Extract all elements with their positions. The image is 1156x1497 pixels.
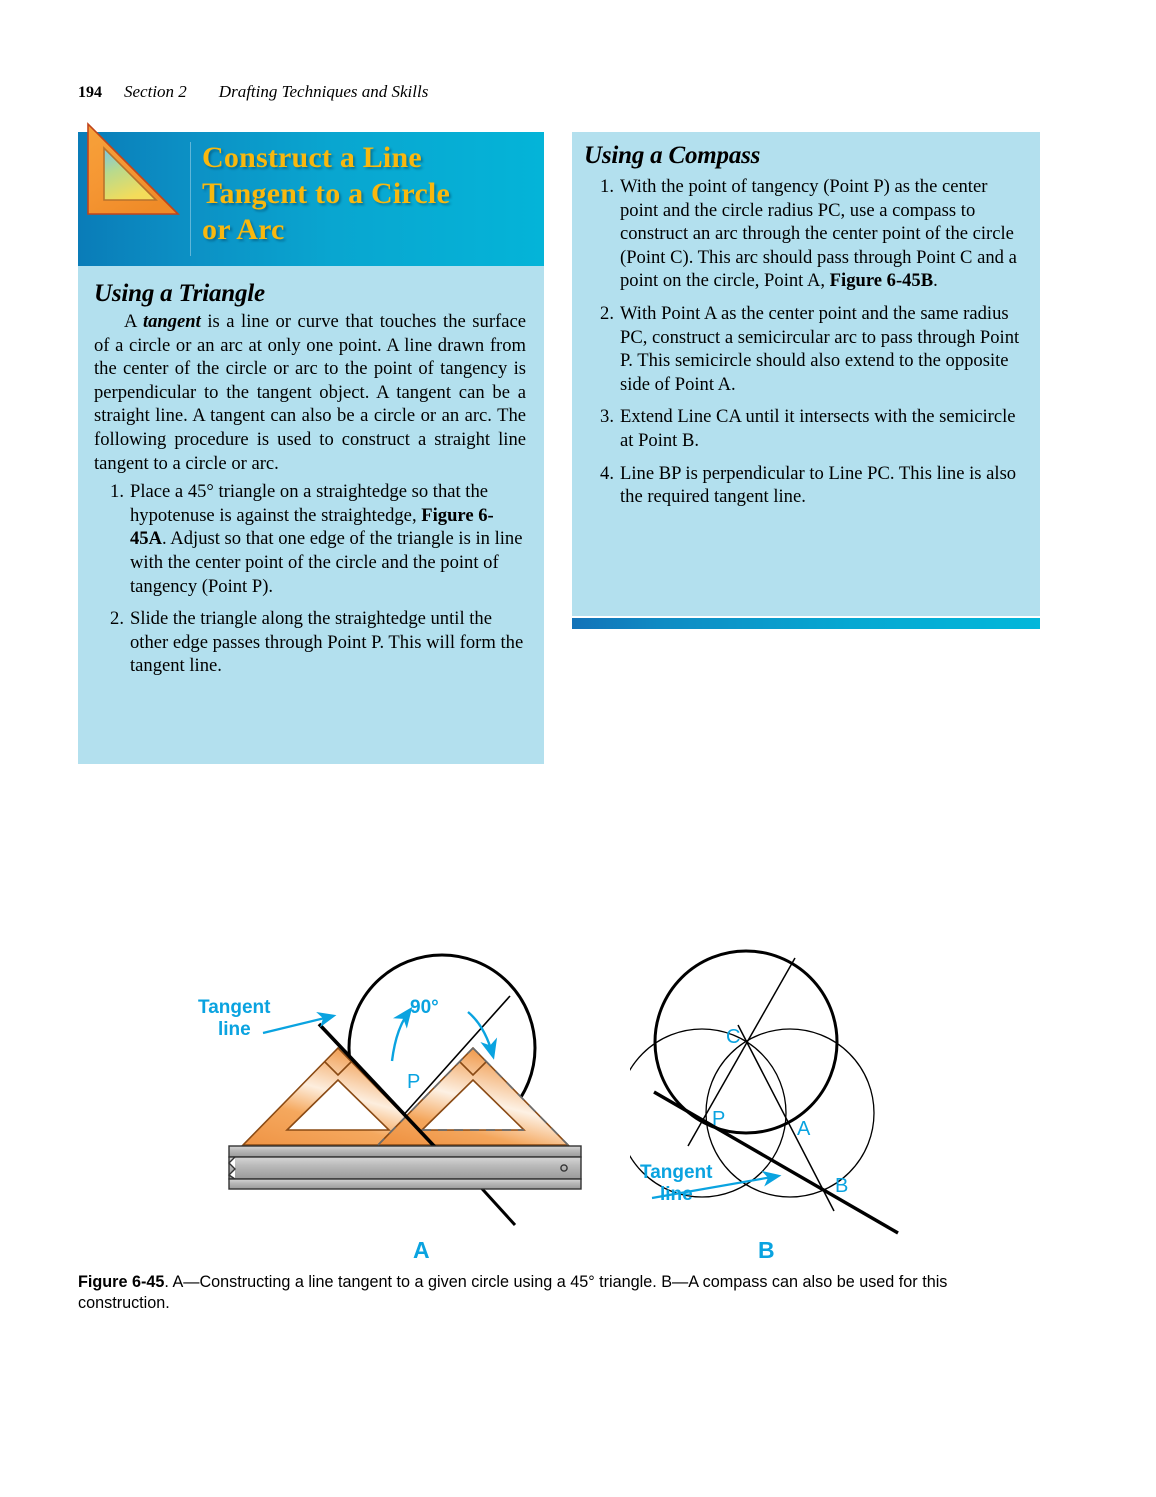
figure-area — [0, 900, 1156, 1263]
caption-text: . A—Constructing a line tangent to a given circle using a 45° triangle. B—A compass can also be used for this construction. — [78, 1273, 948, 1312]
step-text-part1: Line BP is perpendicular to Line PC. This line is also the required tangent line. — [620, 462, 1017, 508]
figure-a-illustration — [185, 930, 655, 1260]
feature-title — [202, 140, 532, 248]
step-text-part1: With Point A as the center point and the same radius PC, construct a semicircular arc to pass through Point P. This semicircle should also extend to the opposite side of Point A. — [620, 302, 1020, 395]
figure-a-label: A — [413, 1237, 430, 1263]
tangent-callout-line2-b: line — [660, 1184, 693, 1205]
feature-title-line-1: Construct a Line — [202, 141, 422, 174]
using-a-compass-heading: Using a Compass — [584, 142, 761, 169]
list-item — [584, 175, 1026, 293]
step-text-part2: . Adjust so that one edge of the triangle is in line with the center point of the circle and the point of tangency (Point P). — [130, 528, 523, 597]
section-label: Section 2 — [124, 82, 187, 101]
using-a-triangle-heading: Using a Triangle — [94, 280, 265, 307]
point-b-label-b: B — [835, 1175, 849, 1197]
right-content-box — [572, 132, 1040, 616]
caption-figure-number: Figure 6-45 — [78, 1273, 165, 1291]
page-number: 194 — [78, 84, 102, 101]
list-item — [94, 607, 526, 678]
left-column-body — [78, 266, 544, 688]
step-text-part1: Extend Line CA until it intersects with the semicircle at Point B. — [620, 406, 1016, 451]
using-a-triangle-intro — [94, 310, 526, 475]
step-text-part1: With the point of tangency (Point P) as the center point and the circle radius PC, use a compass to construct an arc through the center point of the circle (Point C). This arc should pass through Point C and a point on the circle, Point A, — [620, 176, 1017, 292]
list-item — [94, 480, 526, 598]
triangle-steps-list — [94, 480, 526, 678]
intro-after: is a line or curve that touches the surface of a circle or an arc at only one point. A line drawn from the center of the circle or arc to the point of tangency is perpendicular to the tangent object. A tangent can be a straight line. A tangent can also be a circle or an arc. The following procedure is used to construct a straight line tangent to a circle or arc. — [94, 311, 526, 474]
feature-title-line-3: or Arc — [202, 213, 285, 246]
running-head — [78, 82, 428, 102]
point-p-label-b: P — [712, 1108, 726, 1130]
angle-label-90: 90° — [410, 997, 439, 1018]
straightedge-shape — [229, 1146, 581, 1189]
point-a-label-b: A — [797, 1118, 811, 1140]
right-box-bottom-bar — [572, 618, 1040, 629]
compass-steps-list — [584, 175, 1026, 509]
line-ca-extended — [738, 1025, 834, 1211]
triangle-ruler-icon — [74, 118, 192, 228]
step-text-part1: Slide the triangle along the straightedge until the other edge passes through Point P. This will form the tangent line. — [130, 608, 524, 677]
feature-header-banner — [78, 132, 544, 266]
list-item — [584, 462, 1026, 509]
tangent-term: tangent — [142, 311, 201, 332]
point-p-label-a: P — [407, 1071, 421, 1093]
step-text-part2: . — [933, 270, 938, 292]
intro-before: A — [124, 311, 143, 332]
figure-caption — [78, 1272, 1003, 1314]
line-pc — [688, 958, 795, 1146]
tangent-callout-line1-b: Tangent — [640, 1162, 713, 1183]
tangent-callout-line2-a: line — [218, 1019, 251, 1040]
list-item — [584, 302, 1026, 396]
figure-b-label: B — [758, 1237, 775, 1263]
point-c-label-b: C — [726, 1026, 741, 1048]
left-content-box — [78, 132, 544, 764]
section-title: Drafting Techniques and Skills — [218, 82, 429, 101]
list-item — [584, 405, 1026, 452]
figure-b-illustration — [630, 930, 960, 1260]
step-text-part1: Place a 45° triangle on a straightedge so that the hypotenuse is against the straightedge, — [130, 481, 489, 526]
tangent-callout-line1-a: Tangent — [198, 997, 271, 1018]
step-figure-ref: Figure 6-45B — [829, 270, 934, 292]
step-figure-ref: Figure 6-45A — [130, 504, 494, 550]
feature-title-line-2: Tangent to a Circle — [202, 177, 450, 210]
